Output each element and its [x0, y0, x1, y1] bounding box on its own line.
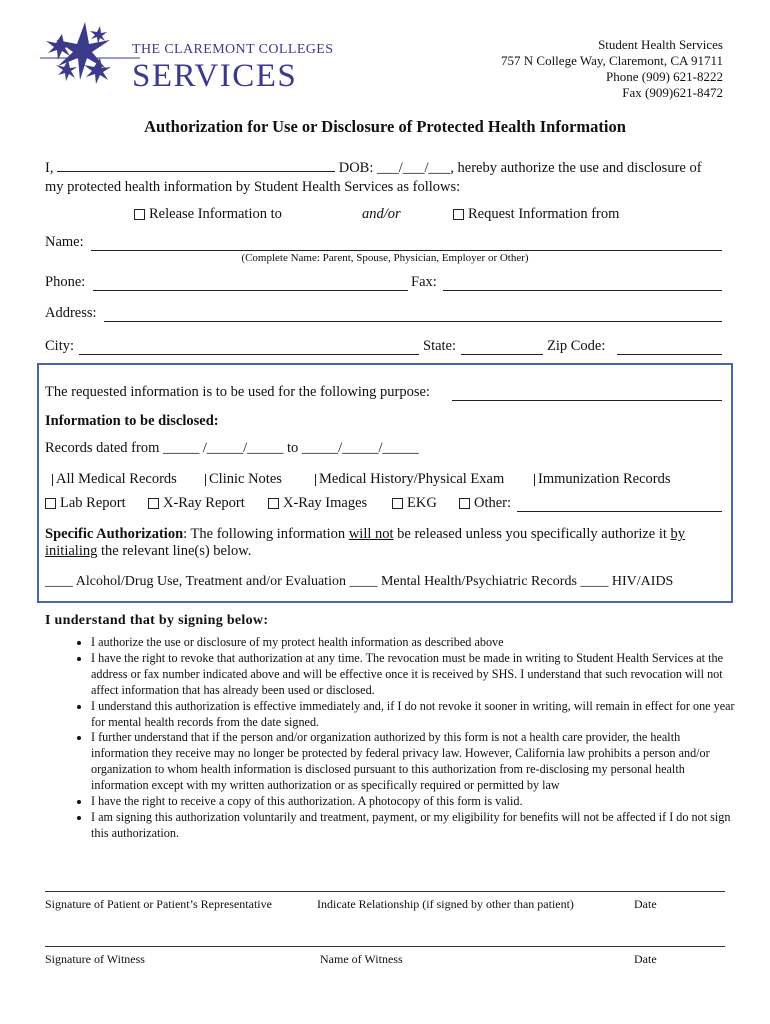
name-field[interactable] — [91, 236, 722, 251]
logo-line-2: SERVICES — [132, 58, 298, 94]
disclosed-heading: Information to be disclosed: — [45, 413, 219, 429]
list-item: • I further understand that if the person and/or organization authorized by this form is not a health care provider, the health information they receive may no longer be protected by federal privacy law. However, California law prohibits a person and/or organization to whom health information is disclosed pursuant to this authorization from re-disclosing my personal health information except with my written authorization or as specifically required or permitted by law — [91, 730, 735, 794]
address-line: 757 N College Way, Claremont, CA 91711 — [501, 53, 723, 68]
checkbox-mark-icon — [534, 474, 535, 486]
checkbox-immunization-records[interactable] — [534, 471, 670, 488]
option-label: Immunization Records — [538, 471, 671, 487]
phone-label: Phone: — [45, 274, 86, 290]
option-label: Other: — [474, 495, 512, 511]
checkbox-clinic-notes[interactable] — [205, 471, 282, 488]
address-field[interactable] — [104, 307, 722, 322]
initialing-text: initialing — [45, 543, 98, 559]
intro-line-1 — [45, 157, 702, 177]
option-label: Medical History/Physical Exam — [319, 471, 505, 487]
intro-line-2: my protected health information by Student Health Services as follows: — [45, 179, 461, 195]
form-title: Authorization for Use or Disclosure of Protected Health Information — [144, 117, 626, 136]
checkbox-other[interactable] — [459, 495, 511, 512]
city-label: City: — [45, 338, 75, 354]
list-item: • I have the right to receive a copy of this authorization. A photocopy of this form is valid. — [91, 794, 735, 810]
list-item: • I have the right to revoke that authorization at any time. The revocation must be made in writing to Student Health Services at the address or fax number indicated above and will be effective once it is received by SHS. I understand that such revocation will not affect information that has already been used or disclosed. — [91, 651, 735, 699]
checkbox-icon[interactable] — [459, 498, 470, 509]
release-option[interactable] — [134, 206, 282, 223]
checkbox-all-medical-records[interactable] — [52, 471, 177, 488]
understand-heading: I understand that by signing below: — [45, 613, 269, 628]
specific-text: the relevant line(s) below. — [97, 543, 252, 559]
request-label: Request Information from — [468, 206, 620, 222]
option-label: Lab Report — [60, 495, 126, 511]
name-label: Name: — [45, 234, 84, 250]
zip-field[interactable] — [617, 340, 722, 355]
list-item: • I understand this authorization is effective immediately and, if I do not revoke it sooner in writing, will remain in effect for one year for mental health records from the date signed. — [91, 699, 735, 731]
and-or-text: and/or — [362, 206, 401, 222]
fax-field[interactable] — [443, 276, 722, 291]
name-hint: (Complete Name: Parent, Spouse, Physician, Employer or Other) — [241, 252, 529, 264]
list-item: • I am signing this authorization voluntarily and treatment, payment, or my eligibility for benefits will not be affected if I do not sign this authorization. — [91, 810, 735, 842]
patient-signature-label: Signature of Patient or Patient’s Representative — [45, 897, 272, 911]
witness-signature-label: Signature of Witness — [45, 952, 145, 966]
patient-name-field[interactable] — [57, 157, 335, 172]
option-label: EKG — [407, 495, 437, 511]
college-logo — [40, 14, 334, 94]
list-item: • I authorize the use or disclosure of my protect health information as described above — [91, 635, 735, 651]
option-label: X-Ray Images — [283, 495, 368, 511]
witness-name-label: Name of Witness — [320, 952, 403, 966]
date-label: Date — [634, 897, 657, 911]
checkbox-xray-images[interactable] — [268, 495, 367, 512]
by-text: by — [670, 526, 686, 542]
checkbox-ekg[interactable] — [392, 495, 437, 512]
state-field[interactable] — [461, 340, 543, 355]
release-label: Release Information to — [149, 206, 282, 222]
address-block — [403, 37, 723, 101]
understand-list — [45, 635, 735, 842]
checkbox-icon[interactable] — [392, 498, 403, 509]
logo-line-1: THE CLAREMONT COLLEGES — [132, 42, 334, 57]
release-checkbox[interactable] — [134, 209, 145, 220]
checkbox-mark-icon — [315, 474, 316, 486]
purpose-label: The requested information is to be used for the following purpose: — [45, 384, 430, 400]
address-label: Address: — [45, 305, 97, 321]
checkbox-mark-icon — [52, 474, 53, 486]
request-option[interactable] — [453, 206, 619, 223]
other-field[interactable] — [517, 497, 722, 512]
checkbox-xray-report[interactable] — [148, 495, 245, 512]
specific-text: : The following information — [183, 526, 349, 542]
initials-line[interactable]: ____ Alcohol/Drug Use, Treatment and/or Evaluation ____ Mental Health/Psychiatric Records ____ HIV/AIDS — [45, 574, 674, 589]
address-line: Phone (909) 621-8222 — [606, 69, 723, 84]
patient-signature-line[interactable] — [45, 891, 725, 892]
records-dated[interactable]: Records dated from _____ /_____/_____ to _____/_____/_____ — [45, 440, 419, 456]
i-label: I, — [45, 160, 54, 176]
understand-section — [45, 613, 735, 842]
specific-heading: Specific Authorization — [45, 526, 184, 542]
option-label: All Medical Records — [56, 471, 177, 487]
checkbox-lab-report[interactable] — [45, 495, 126, 512]
specific-authorization — [45, 526, 725, 560]
checkbox-mark-icon — [205, 474, 206, 486]
address-line: Student Health Services — [598, 37, 723, 52]
star-cluster-logo-icon — [40, 14, 140, 94]
option-label: Clinic Notes — [209, 471, 282, 487]
state-label: State: — [423, 338, 457, 354]
checkbox-medical-history[interactable] — [315, 471, 504, 488]
checkbox-icon[interactable] — [148, 498, 159, 509]
fax-label: Fax: — [411, 274, 437, 290]
city-field[interactable] — [79, 340, 419, 355]
date-label: Date — [634, 952, 657, 966]
dob-label: DOB: ___/___/___, hereby authorize the use and disclosure of — [338, 160, 702, 176]
purpose-field[interactable] — [452, 386, 722, 401]
checkbox-icon[interactable] — [45, 498, 56, 509]
witness-signature-line[interactable] — [45, 946, 725, 947]
checkbox-icon[interactable] — [268, 498, 279, 509]
request-checkbox[interactable] — [453, 209, 464, 220]
address-line: Fax (909)621-8472 — [622, 85, 723, 100]
option-label: X-Ray Report — [163, 495, 245, 511]
phone-field[interactable] — [93, 276, 408, 291]
specific-text: be released unless you specifically authorize it — [393, 526, 671, 542]
relationship-label: Indicate Relationship (if signed by other than patient) — [317, 897, 574, 911]
will-not-text: will not — [348, 526, 394, 542]
zip-label: Zip Code: — [547, 338, 606, 354]
